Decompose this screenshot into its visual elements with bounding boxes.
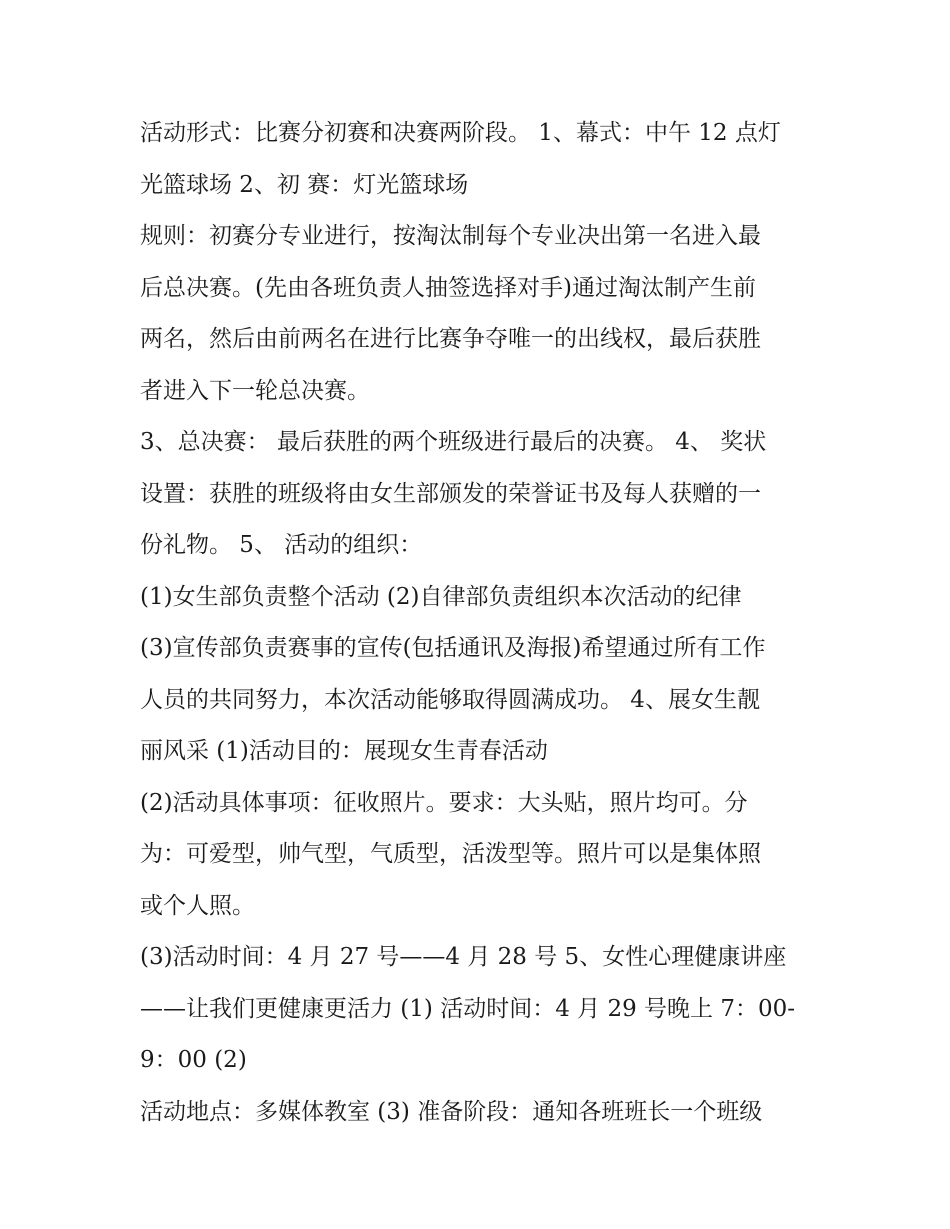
- text-line: (1)女生部负责整个活动 (2)自律部负责组织本次活动的纪律: [140, 583, 742, 610]
- text-line: 设置：获胜的班级将由女生部颁发的荣誉证书及每人获赠的一: [140, 480, 761, 507]
- text-line: 份礼物。 5、 活动的组织：: [140, 532, 423, 558]
- text-line: (3)宣传部负责赛事的宣传(包括通讯及海报)希望通过所有工作: [140, 635, 766, 661]
- text-line: 者进入下一轮总决赛。: [140, 377, 370, 404]
- text-line: 或个人照。: [140, 892, 255, 919]
- text-line: 3、总决赛： 最后获胜的两个班级进行最后的决赛。 4、 奖状: [140, 429, 767, 455]
- text-line: 规则：初赛分专业进行，按淘汰制每个专业决出第一名进入最: [140, 223, 761, 249]
- text-line: 活动形式：比赛分初赛和决赛两阶段。 1、幕式：中午 12 点灯: [140, 120, 781, 146]
- text-line: 人员的共同努力，本次活动能够取得圆满成功。 4、展女生靓: [140, 686, 760, 713]
- text-line: 后总决赛。(先由各班负责人抽签选择对手)通过淘汰制产生前: [140, 274, 756, 301]
- text-line: 丽风采 (1)活动目的：展现女生青春活动: [140, 738, 548, 764]
- document-body: [140, 108, 820, 1138]
- text-line: 两名，然后由前两名在进行比赛争夺唯一的出线权，最后获胜: [140, 326, 761, 352]
- text-line: ——让我们更健康更活力 (1) 活动时间：4 月 29 号晚上 7：00-: [140, 995, 796, 1022]
- text-line: 活动地点：多媒体教室 (3) 准备阶段：通知各班班长一个班级: [140, 1098, 763, 1125]
- text-line: 为：可爱型，帅气型，气质型，活泼型等。照片可以是集体照: [140, 841, 761, 867]
- text-line: (2)活动具体事项：征收照片。要求：大头贴，照片均可。分: [140, 789, 748, 816]
- text-line: 9：00 (2): [140, 1047, 247, 1073]
- text-line: (3)活动时间：4 月 27 号——4 月 28 号 5、女性心理健康讲座: [140, 944, 787, 970]
- text-line: 光篮球场 2、初 赛：灯光篮球场: [140, 171, 469, 198]
